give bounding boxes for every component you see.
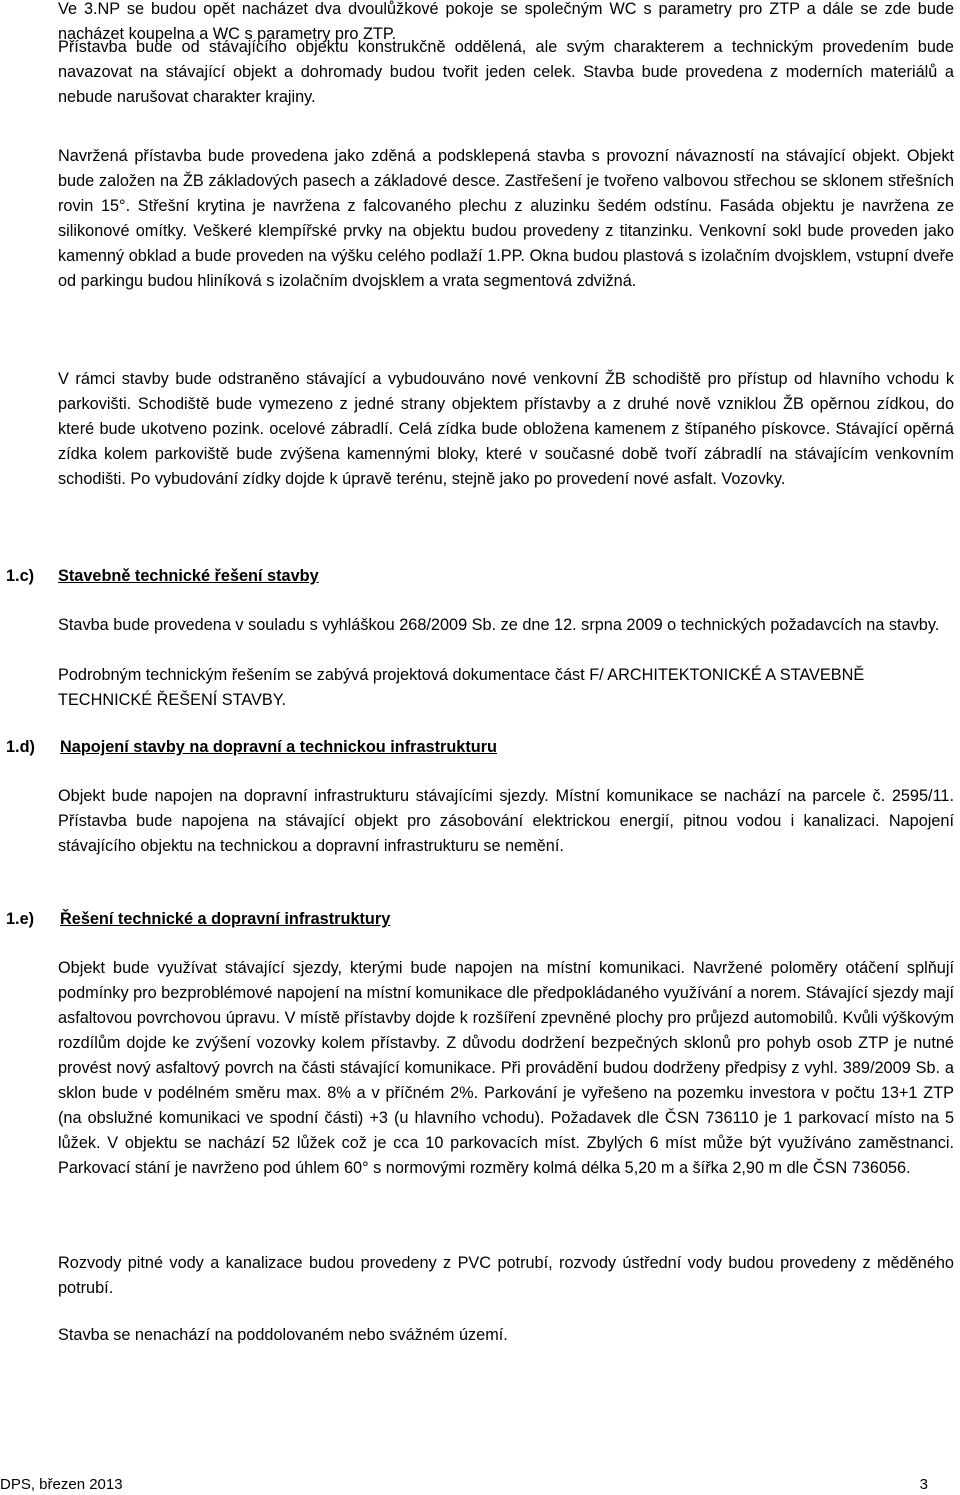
section-e-title: Řešení technické a dopravní infrastruktury xyxy=(60,910,391,928)
section-c-paragraph-2: Podrobným technickým řešením se zabývá projektová dokumentace část F/ ARCHITEKTONICKÉ A STAVEBNĚ TECHNICKÉ ŘEŠENÍ STAVBY. xyxy=(58,666,865,709)
section-c-title: Stavebně technické řešení stavby xyxy=(58,567,319,585)
section-e-number: 1.e) xyxy=(6,910,35,928)
section-e-paragraph-2: Rozvody pitné vody a kanalizace budou provedeny z PVC potrubí, rozvody ústřední vody budou provedeny z měděného potrubí. xyxy=(58,1254,954,1297)
section-d-number: 1.d) xyxy=(6,738,35,756)
section-e-paragraph-3: Stavba se nenachází na poddolovaném nebo svážném území. xyxy=(58,1326,508,1344)
section-d-paragraph-1: Objekt bude napojen na dopravní infrastrukturu stávajícími sjezdy. Místní komunikace se nachází na parcele č. 2595/11. Přístavba bude napojena na stávající objekt pro zásobování elektrickou energií, pitnou vodou i kanalizaci. Napojení stávajícího objektu na technickou a dopravní infrastrukturu se nemění. xyxy=(58,787,954,855)
section-c-number: 1.c) xyxy=(6,567,35,585)
footer-date: DPS, březen 2013 xyxy=(0,1476,123,1493)
intro-paragraph-4: V rámci stavby bude odstraněno stávající a vybudouváno nové venkovní ŽB schodiště pro přístup od hlavního vchodu k parkovišti. Schodiště bude vymezeno z jedné strany objektem přístavby a z druhé nově vzniklou ŽB opěrnou zídkou, do které bude ukotveno pozink. ocelové zábradlí. Celá zídka bude obložena kamenem z štípaného pískovce. Stávající opěrná zídka kolem parkoviště bude zvýšena kamennými bloky, které v současné době tvoří zábradlí na stávajícím venkovním schodišti. Po vybudování zídky dojde k úpravě terénu, stejně jako po provedení nové asfalt. Vozovky. xyxy=(58,370,954,488)
section-c-paragraph-1: Stavba bude provedena v souladu s vyhláškou 268/2009 Sb. ze dne 12. srpna 2009 o technických požadavcích na stavby. xyxy=(58,616,940,634)
page-number: 3 xyxy=(919,1476,928,1493)
intro-paragraph-2: Přístavba bude od stávajícího objektu konstrukčně oddělená, ale svým charakterem a technickým provedením bude navazovat na stávající objekt a dohromady budou tvořit jeden celek. Stavba bude provedena z moderních materiálů a nebude narušovat charakter krajiny. xyxy=(58,38,954,106)
section-d-title: Napojení stavby na dopravní a technickou infrastrukturu xyxy=(60,738,497,756)
section-e-paragraph-1: Objekt bude využívat stávající sjezdy, kterými bude napojen na místní komunikaci. Navržené poloměry otáčení splňují podmínky pro bezproblémové napojení na místní komunikace dle předpokládaného využívání a norem. Stávající sjezdy mají asfaltovou povrchovou úpravu. V místě přístavby dojde k rozšíření zpevněné plochy pro průjezd automobilů. Kvůli výškovým rozdílům dojde ke zvýšení vozovky kolem přístavby. Z důvodu dodržení bezpečných sklonů pro pohyb osob ZTP je nutné provést nový asfaltový povrch na části stávající komunikace. Při provádění budou dodrženy předpisy z vyhl. 389/2009 Sb. a sklon bude v podélném směru max. 8% a v příčném 2%. Parkování je vyřešeno na pozemku investora v počtu 13+1 ZTP (na obslužné komunikaci ve spodní části) +3 (u hlavního vchodu). Požadavek dle ČSN 736110 je 1 parkovací místo na 5 lůžek. V objektu se nachází 52 lůžek což je cca 10 parkovacích míst. Zbylých 6 míst může být využíváno zaměstnanci. Parkovací stání je navrženo pod úhlem 60° s normovými rozměry kolmá délka 5,20 m a šířka 2,90 m dle ČSN 736056. xyxy=(58,959,954,1177)
intro-paragraph-3: Navržená přístavba bude provedena jako zděná a podsklepená stavba s provozní návazností na stávající objekt. Objekt bude založen na ŽB základových pasech a základové desce. Zastřešení je tvořeno valbovou střechou se sklonem střešních rovin 15°. Střešní krytina je navržena z falcovaného plechu z aluzinku šedém odstínu. Fasáda objektu je navržena ze silikonové omítky. Veškeré klempířské prvky na objektu budou provedeny z titanzinku. Venkovní sokl bude proveden jako kamenný obklad a bude proveden na výšku celého podlaží 1.PP. Okna budou plastová s izolačním dvojsklem, vstupní dveře od parkingu budou hliníková s izolačním dvojsklem a vrata segmentová zdvižná. xyxy=(58,147,954,290)
intro-paragraph-1: Ve 3.NP se budou opět nacházet dva dvoulůžkové pokoje se společným WC s parametry pro ZTP a dále se zde bude nacházet koupelna a WC s parametry pro ZTP. xyxy=(58,0,954,43)
